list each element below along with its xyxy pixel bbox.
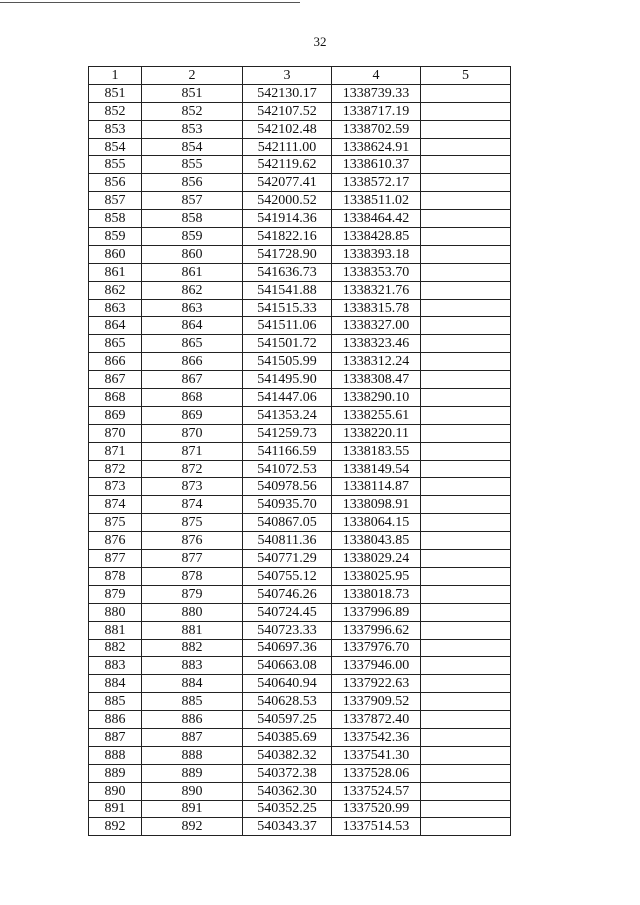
cell-point-id: 862: [142, 281, 243, 299]
table-row: [89, 585, 511, 603]
cell-point-number: 872: [89, 460, 142, 478]
cell-y-coordinate: 1337528.06: [332, 764, 421, 782]
table-row: [89, 228, 511, 246]
cell-x-coordinate: 540663.08: [243, 657, 332, 675]
table-row: [89, 299, 511, 317]
table-header: [89, 67, 511, 85]
cell-x-coordinate: 541914.36: [243, 210, 332, 228]
cell-x-coordinate: 541072.53: [243, 460, 332, 478]
cell-point-id: 858: [142, 210, 243, 228]
cell-x-coordinate: 540628.53: [243, 693, 332, 711]
cell-point-id: 879: [142, 585, 243, 603]
cell-note: [421, 299, 511, 317]
cell-x-coordinate: 541511.06: [243, 317, 332, 335]
table-row: [89, 675, 511, 693]
cell-y-coordinate: 1338098.91: [332, 496, 421, 514]
cell-y-coordinate: 1338717.19: [332, 102, 421, 120]
cell-point-number: 886: [89, 711, 142, 729]
cell-x-coordinate: 540362.30: [243, 782, 332, 800]
cell-point-id: 875: [142, 514, 243, 532]
table-row: [89, 120, 511, 138]
cell-x-coordinate: 541541.88: [243, 281, 332, 299]
cell-point-number: 864: [89, 317, 142, 335]
cell-x-coordinate: 542130.17: [243, 84, 332, 102]
cell-point-number: 876: [89, 532, 142, 550]
cell-point-number: 869: [89, 406, 142, 424]
cell-point-id: 859: [142, 228, 243, 246]
cell-point-number: 888: [89, 746, 142, 764]
cell-x-coordinate: 542119.62: [243, 156, 332, 174]
cell-point-id: 863: [142, 299, 243, 317]
cell-point-number: 860: [89, 245, 142, 263]
cell-note: [421, 550, 511, 568]
cell-point-number: 882: [89, 639, 142, 657]
cell-y-coordinate: 1337541.30: [332, 746, 421, 764]
cell-point-number: 887: [89, 728, 142, 746]
table-row: [89, 245, 511, 263]
cell-note: [421, 389, 511, 407]
cell-point-number: 885: [89, 693, 142, 711]
cell-point-number: 880: [89, 603, 142, 621]
cell-point-number: 851: [89, 84, 142, 102]
table-row: [89, 532, 511, 550]
cell-point-id: 874: [142, 496, 243, 514]
cell-point-id: 865: [142, 335, 243, 353]
cell-point-number: 884: [89, 675, 142, 693]
table-row: [89, 728, 511, 746]
cell-y-coordinate: 1338025.95: [332, 567, 421, 585]
cell-y-coordinate: 1338511.02: [332, 192, 421, 210]
table-body: [89, 84, 511, 835]
table-row: [89, 782, 511, 800]
cell-x-coordinate: 542111.00: [243, 138, 332, 156]
cell-point-id: 868: [142, 389, 243, 407]
cell-x-coordinate: 540867.05: [243, 514, 332, 532]
page-number: 32: [313, 34, 327, 49]
cell-y-coordinate: 1338290.10: [332, 389, 421, 407]
cell-point-number: 865: [89, 335, 142, 353]
cell-y-coordinate: 1337946.00: [332, 657, 421, 675]
cell-note: [421, 728, 511, 746]
cell-y-coordinate: 1338739.33: [332, 84, 421, 102]
cell-point-id: 892: [142, 818, 243, 836]
cell-y-coordinate: 1337976.70: [332, 639, 421, 657]
cell-note: [421, 156, 511, 174]
cell-note: [421, 442, 511, 460]
cell-point-id: 851: [142, 84, 243, 102]
cell-x-coordinate: 542077.41: [243, 174, 332, 192]
table-row: [89, 210, 511, 228]
table-row: [89, 496, 511, 514]
cell-y-coordinate: 1338393.18: [332, 245, 421, 263]
cell-note: [421, 335, 511, 353]
cell-y-coordinate: 1337996.62: [332, 621, 421, 639]
cell-y-coordinate: 1338321.76: [332, 281, 421, 299]
cell-x-coordinate: 541259.73: [243, 424, 332, 442]
cell-note: [421, 281, 511, 299]
cell-point-number: 889: [89, 764, 142, 782]
cell-y-coordinate: 1338029.24: [332, 550, 421, 568]
cell-x-coordinate: 540746.26: [243, 585, 332, 603]
column-header-5: 5: [421, 67, 511, 85]
cell-note: [421, 532, 511, 550]
table-row: [89, 406, 511, 424]
cell-point-id: 881: [142, 621, 243, 639]
cell-y-coordinate: 1337542.36: [332, 728, 421, 746]
cell-x-coordinate: 541495.90: [243, 371, 332, 389]
cell-point-number: 859: [89, 228, 142, 246]
table-row: [89, 317, 511, 335]
cell-point-id: 891: [142, 800, 243, 818]
cell-y-coordinate: 1338610.37: [332, 156, 421, 174]
cell-note: [421, 818, 511, 836]
cell-point-number: 883: [89, 657, 142, 675]
cell-point-id: 870: [142, 424, 243, 442]
cell-point-number: 866: [89, 353, 142, 371]
cell-note: [421, 353, 511, 371]
cell-x-coordinate: 540697.36: [243, 639, 332, 657]
table-row: [89, 818, 511, 836]
cell-y-coordinate: 1338327.00: [332, 317, 421, 335]
cell-point-id: 872: [142, 460, 243, 478]
cell-x-coordinate: 541447.06: [243, 389, 332, 407]
cell-x-coordinate: 540935.70: [243, 496, 332, 514]
cell-note: [421, 764, 511, 782]
cell-point-id: 857: [142, 192, 243, 210]
cell-point-id: 854: [142, 138, 243, 156]
cell-note: [421, 120, 511, 138]
cell-y-coordinate: 1338428.85: [332, 228, 421, 246]
cell-x-coordinate: 540755.12: [243, 567, 332, 585]
table-row: [89, 281, 511, 299]
table-row: [89, 192, 511, 210]
table-row: [89, 156, 511, 174]
table-row: [89, 514, 511, 532]
top-rule: [0, 2, 300, 3]
cell-y-coordinate: 1337872.40: [332, 711, 421, 729]
table-row: [89, 263, 511, 281]
cell-note: [421, 621, 511, 639]
cell-point-number: 890: [89, 782, 142, 800]
cell-point-id: 869: [142, 406, 243, 424]
header-row: [89, 67, 511, 85]
column-header-1: 1: [89, 67, 142, 85]
cell-note: [421, 317, 511, 335]
cell-y-coordinate: 1338572.17: [332, 174, 421, 192]
cell-note: [421, 603, 511, 621]
cell-x-coordinate: 541822.16: [243, 228, 332, 246]
cell-x-coordinate: 541501.72: [243, 335, 332, 353]
cell-note: [421, 174, 511, 192]
cell-point-number: 858: [89, 210, 142, 228]
cell-note: [421, 192, 511, 210]
cell-y-coordinate: 1338323.46: [332, 335, 421, 353]
table-row: [89, 424, 511, 442]
cell-point-number: 857: [89, 192, 142, 210]
cell-x-coordinate: 542107.52: [243, 102, 332, 120]
table-row: [89, 84, 511, 102]
cell-note: [421, 711, 511, 729]
cell-note: [421, 657, 511, 675]
cell-note: [421, 800, 511, 818]
cell-x-coordinate: 541515.33: [243, 299, 332, 317]
cell-point-number: 870: [89, 424, 142, 442]
cell-x-coordinate: 541353.24: [243, 406, 332, 424]
column-header-2: 2: [142, 67, 243, 85]
cell-y-coordinate: 1338043.85: [332, 532, 421, 550]
cell-point-number: 855: [89, 156, 142, 174]
cell-y-coordinate: 1337514.53: [332, 818, 421, 836]
cell-note: [421, 496, 511, 514]
cell-point-id: 860: [142, 245, 243, 263]
cell-point-number: 868: [89, 389, 142, 407]
table-row: [89, 621, 511, 639]
cell-point-id: 886: [142, 711, 243, 729]
table-row: [89, 550, 511, 568]
cell-point-number: 878: [89, 567, 142, 585]
cell-note: [421, 675, 511, 693]
cell-point-id: 856: [142, 174, 243, 192]
cell-x-coordinate: 540978.56: [243, 478, 332, 496]
cell-point-number: 891: [89, 800, 142, 818]
cell-note: [421, 639, 511, 657]
cell-y-coordinate: 1338702.59: [332, 120, 421, 138]
cell-point-number: 856: [89, 174, 142, 192]
cell-point-id: 882: [142, 639, 243, 657]
cell-x-coordinate: 540372.38: [243, 764, 332, 782]
cell-point-number: 879: [89, 585, 142, 603]
cell-point-id: 866: [142, 353, 243, 371]
table-row: [89, 335, 511, 353]
cell-point-id: 852: [142, 102, 243, 120]
cell-y-coordinate: 1338308.47: [332, 371, 421, 389]
table-row: [89, 174, 511, 192]
cell-x-coordinate: 540382.32: [243, 746, 332, 764]
cell-y-coordinate: 1338315.78: [332, 299, 421, 317]
cell-point-number: 877: [89, 550, 142, 568]
cell-y-coordinate: 1338220.11: [332, 424, 421, 442]
cell-y-coordinate: 1337524.57: [332, 782, 421, 800]
cell-note: [421, 567, 511, 585]
cell-x-coordinate: 541636.73: [243, 263, 332, 281]
cell-y-coordinate: 1338114.87: [332, 478, 421, 496]
cell-x-coordinate: 540724.45: [243, 603, 332, 621]
cell-point-id: 887: [142, 728, 243, 746]
cell-note: [421, 782, 511, 800]
cell-note: [421, 84, 511, 102]
cell-x-coordinate: 540385.69: [243, 728, 332, 746]
cell-point-id: 884: [142, 675, 243, 693]
cell-x-coordinate: 542000.52: [243, 192, 332, 210]
cell-note: [421, 102, 511, 120]
cell-point-id: 864: [142, 317, 243, 335]
cell-y-coordinate: 1337922.63: [332, 675, 421, 693]
cell-x-coordinate: 540597.25: [243, 711, 332, 729]
cell-point-number: 873: [89, 478, 142, 496]
cell-note: [421, 514, 511, 532]
column-header-4: 4: [332, 67, 421, 85]
table-row: [89, 138, 511, 156]
cell-note: [421, 245, 511, 263]
cell-point-number: 875: [89, 514, 142, 532]
cell-note: [421, 424, 511, 442]
cell-point-id: 889: [142, 764, 243, 782]
cell-note: [421, 585, 511, 603]
cell-note: [421, 693, 511, 711]
cell-y-coordinate: 1337909.52: [332, 693, 421, 711]
table-row: [89, 764, 511, 782]
table-row: [89, 478, 511, 496]
cell-note: [421, 746, 511, 764]
cell-point-id: 888: [142, 746, 243, 764]
cell-point-number: 862: [89, 281, 142, 299]
cell-x-coordinate: 541505.99: [243, 353, 332, 371]
cell-point-number: 854: [89, 138, 142, 156]
cell-note: [421, 406, 511, 424]
cell-point-id: 873: [142, 478, 243, 496]
table-row: [89, 371, 511, 389]
cell-point-id: 867: [142, 371, 243, 389]
cell-point-number: 861: [89, 263, 142, 281]
table-row: [89, 460, 511, 478]
cell-x-coordinate: 540723.33: [243, 621, 332, 639]
coordinates-table: [88, 66, 511, 836]
cell-point-number: 853: [89, 120, 142, 138]
cell-y-coordinate: 1338312.24: [332, 353, 421, 371]
cell-y-coordinate: 1338353.70: [332, 263, 421, 281]
cell-point-id: 880: [142, 603, 243, 621]
cell-note: [421, 138, 511, 156]
cell-point-number: 852: [89, 102, 142, 120]
cell-note: [421, 210, 511, 228]
table-row: [89, 800, 511, 818]
table-row: [89, 746, 511, 764]
cell-point-id: 861: [142, 263, 243, 281]
cell-point-id: 883: [142, 657, 243, 675]
cell-point-id: 876: [142, 532, 243, 550]
table-row: [89, 711, 511, 729]
table-row: [89, 442, 511, 460]
cell-y-coordinate: 1338064.15: [332, 514, 421, 532]
cell-x-coordinate: 540811.36: [243, 532, 332, 550]
table-row: [89, 389, 511, 407]
cell-point-number: 881: [89, 621, 142, 639]
cell-point-id: 890: [142, 782, 243, 800]
cell-note: [421, 460, 511, 478]
cell-point-number: 863: [89, 299, 142, 317]
cell-point-id: 885: [142, 693, 243, 711]
cell-point-number: 874: [89, 496, 142, 514]
cell-y-coordinate: 1338149.54: [332, 460, 421, 478]
table-row: [89, 353, 511, 371]
cell-y-coordinate: 1338464.42: [332, 210, 421, 228]
cell-point-number: 892: [89, 818, 142, 836]
table-row: [89, 657, 511, 675]
cell-y-coordinate: 1338624.91: [332, 138, 421, 156]
cell-y-coordinate: 1337996.89: [332, 603, 421, 621]
table-row: [89, 603, 511, 621]
cell-y-coordinate: 1337520.99: [332, 800, 421, 818]
table-row: [89, 102, 511, 120]
cell-point-id: 853: [142, 120, 243, 138]
column-header-3: 3: [243, 67, 332, 85]
cell-x-coordinate: 541166.59: [243, 442, 332, 460]
cell-y-coordinate: 1338018.73: [332, 585, 421, 603]
cell-point-number: 871: [89, 442, 142, 460]
cell-y-coordinate: 1338183.55: [332, 442, 421, 460]
cell-x-coordinate: 541728.90: [243, 245, 332, 263]
table-row: [89, 639, 511, 657]
cell-x-coordinate: 542102.48: [243, 120, 332, 138]
cell-point-id: 871: [142, 442, 243, 460]
cell-x-coordinate: 540352.25: [243, 800, 332, 818]
cell-note: [421, 263, 511, 281]
cell-note: [421, 478, 511, 496]
cell-x-coordinate: 540640.94: [243, 675, 332, 693]
cell-point-id: 855: [142, 156, 243, 174]
cell-x-coordinate: 540343.37: [243, 818, 332, 836]
cell-note: [421, 371, 511, 389]
table-row: [89, 693, 511, 711]
cell-point-id: 878: [142, 567, 243, 585]
cell-point-number: 867: [89, 371, 142, 389]
cell-point-id: 877: [142, 550, 243, 568]
cell-x-coordinate: 540771.29: [243, 550, 332, 568]
cell-note: [421, 228, 511, 246]
cell-y-coordinate: 1338255.61: [332, 406, 421, 424]
table-row: [89, 567, 511, 585]
